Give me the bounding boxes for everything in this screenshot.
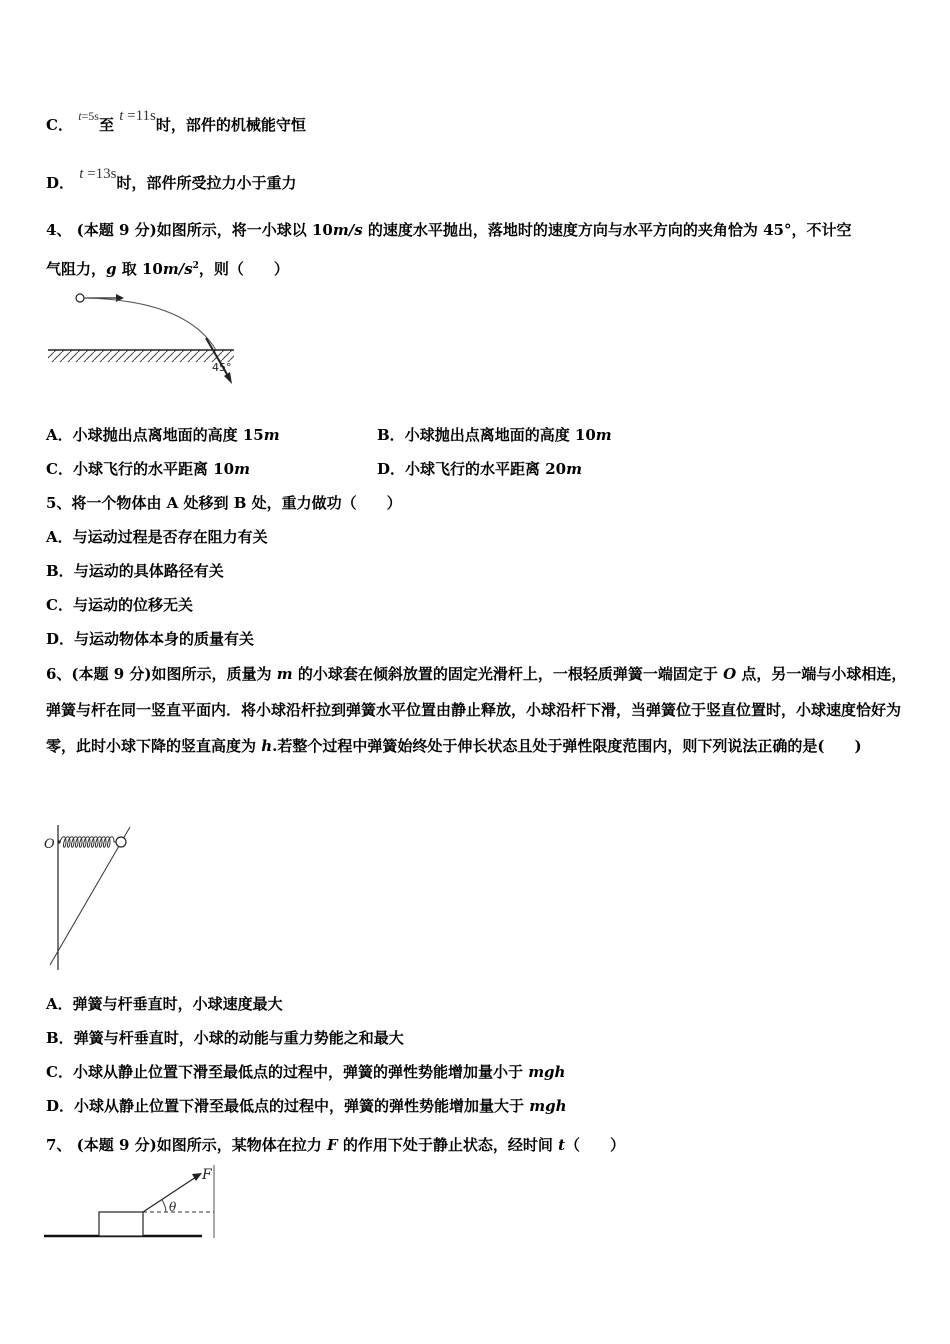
q5-option-d: D．与运动物体本身的质量有关 [46, 630, 255, 648]
q3-option-c: C． $^{t=5s}$至 t =11s时，部件的机械能守恒 [46, 108, 306, 134]
angle-label: 45° [212, 361, 232, 374]
ground-hatch [48, 350, 234, 362]
q5-stem: 5、将一个物体由 A 处移到 B 处，重力做功（ ） [46, 494, 402, 512]
q7-stem: 7、 (本题 9 分)如图所示，某物体在拉力 F 的作用下处于静止状态，经时间 t（ ） [46, 1136, 626, 1154]
q6-option-b: B．弹簧与杆垂直时，小球的动能与重力势能之和最大 [46, 1029, 404, 1047]
block [99, 1212, 143, 1236]
ball [116, 837, 126, 847]
q3-c-formula-2: t =11s [119, 108, 156, 124]
q4-option-a: A．小球抛出点离地面的高度 15m [46, 426, 280, 444]
q6-option-d: D．小球从静止位置下滑至最低点的过程中，弹簧的弹性势能增加量大于 mgh [46, 1097, 567, 1115]
angle-arc [162, 1200, 166, 1212]
inclined-rod [50, 827, 130, 965]
q4-projectile-figure [46, 288, 241, 403]
q4-option-c: C．小球飞行的水平距离 10m [46, 460, 250, 478]
q4-stem: 4、 (本题 9 分)如图所示，将一小球以 10m/s 的速度水平抛出，落地时的速度方向与水平方向的夹角恰为 45°，不计空 气阻力，g 取 $10m/s^2$，则（ ） [46, 221, 852, 278]
q3-option-d: D． t =13s时，部件所受拉力小于重力 [46, 166, 297, 192]
q7-force-figure [44, 1163, 219, 1243]
q4-option-b: B．小球抛出点离地面的高度 10m [377, 426, 612, 444]
ball [76, 294, 84, 302]
q5-option-c: C．与运动的位移无关 [46, 596, 193, 614]
theta-label: θ [169, 1200, 177, 1214]
q6-option-a: A．弹簧与杆垂直时，小球速度最大 [46, 995, 283, 1013]
q4-option-d: D．小球飞行的水平距离 20m [377, 460, 582, 478]
trajectory [84, 298, 216, 350]
q3-c-formula-1: t=5s [78, 109, 99, 123]
force-label: F [202, 1167, 212, 1183]
q6-stem: 6、(本题 9 分)如图所示，质量为 m 的小球套在倾斜放置的固定光滑杆上，一根轻质弹簧一端固定于 O 点，另一端与小球相连，弹簧与杆在同一竖直平面内．将小球沿杆拉到弹簧水平位置由静止释放，小球沿杆下滑，当弹簧位于竖直位置时，小球速度恰好为零，此时小球下降的竖直高度为 h.若整个过程中弹簧始终处于伸长状态且处于弹性限度范围内，则下列说法正确的是( ) [46, 665, 907, 755]
q6-option-c: C．小球从静止位置下滑至最低点的过程中，弹簧的弹性势能增加量小于 mgh [46, 1063, 566, 1081]
q3-d-formula: t =13s [79, 166, 117, 182]
q6-spring-rod-figure [40, 825, 150, 975]
q5-option-b: B．与运动的具体路径有关 [46, 562, 224, 580]
q5-option-a: A．与运动过程是否存在阻力有关 [46, 528, 268, 546]
spring-anchor-dot [57, 840, 60, 843]
spring [60, 837, 116, 848]
force-arrowhead [192, 1173, 202, 1181]
point-o-label: O [44, 837, 55, 852]
